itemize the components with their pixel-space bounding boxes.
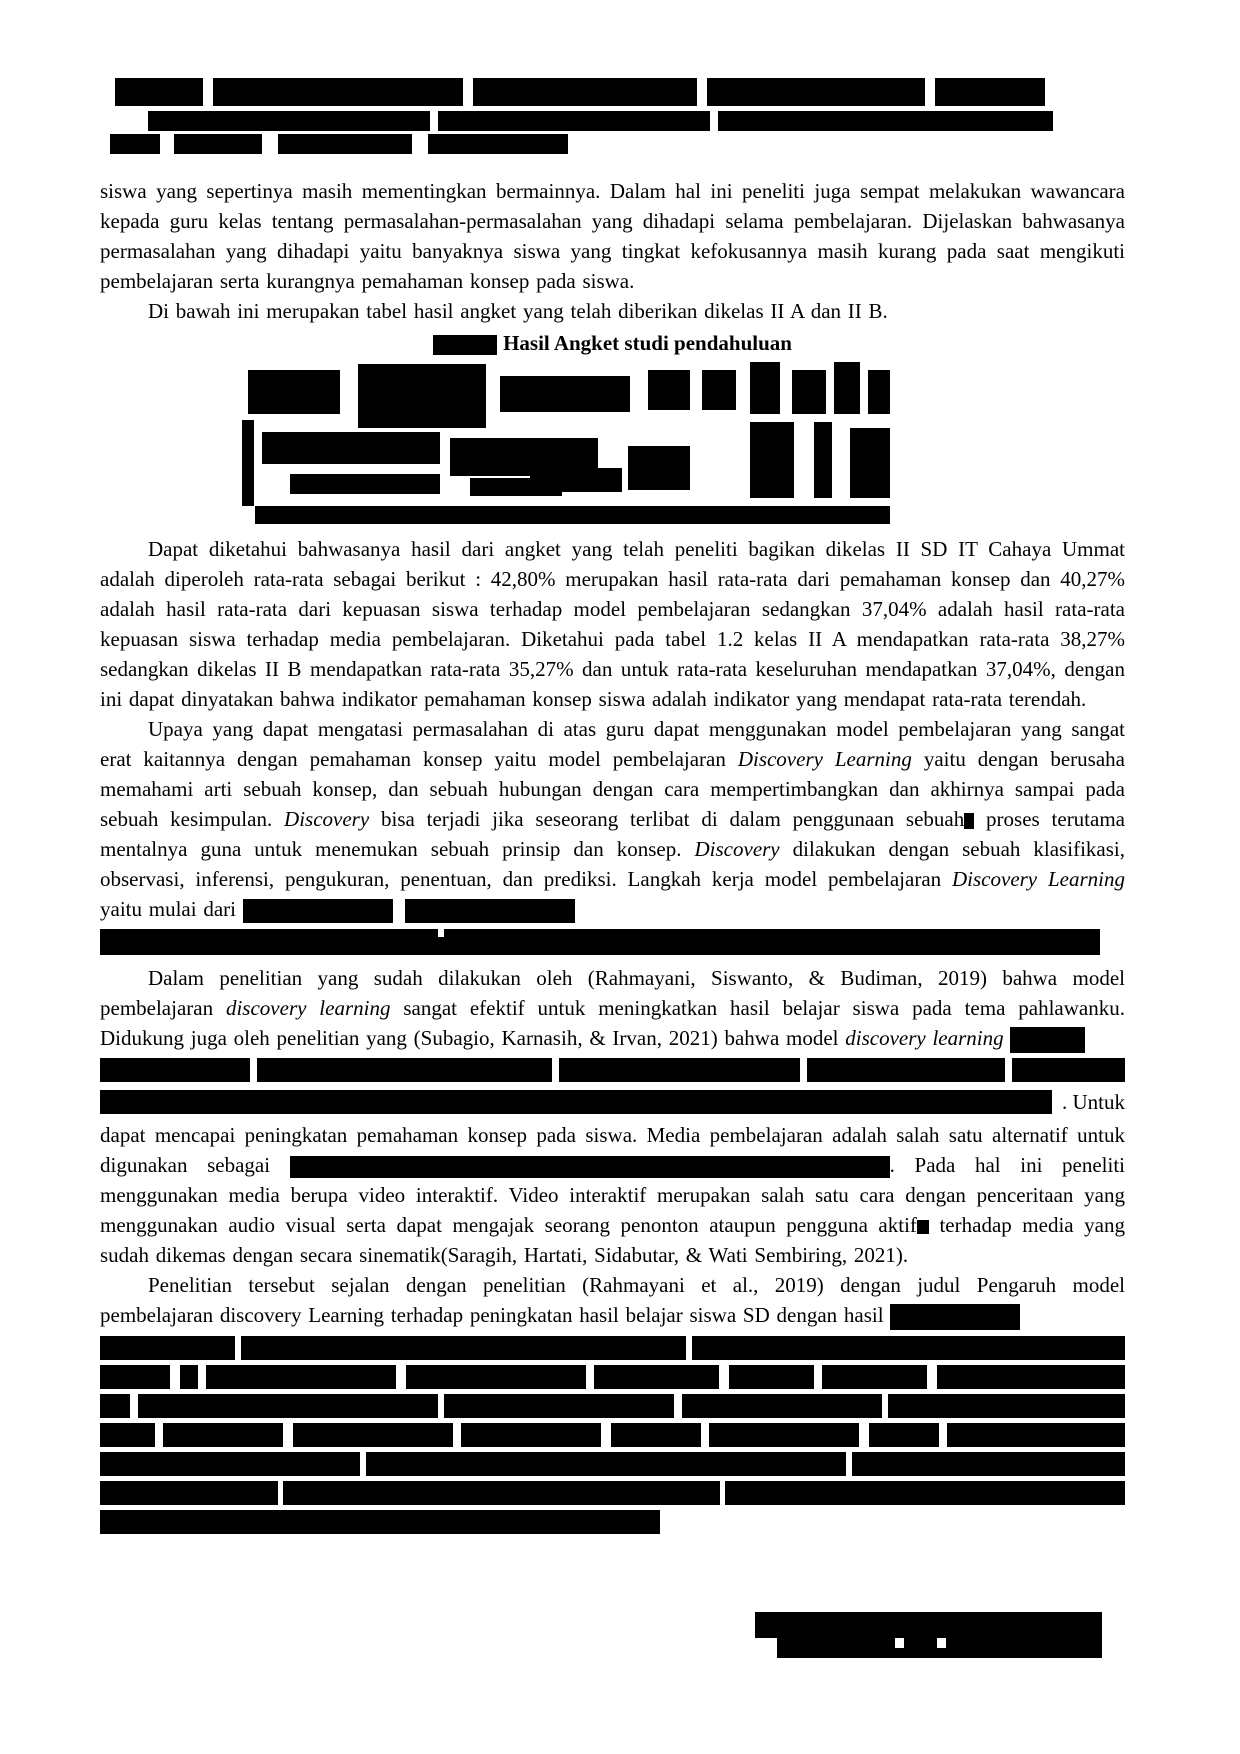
redaction-block xyxy=(262,432,440,464)
redaction-block xyxy=(594,1365,719,1389)
footer-redaction xyxy=(755,1612,1102,1658)
redaction-block xyxy=(702,370,736,410)
text-run: . Pada hal ini peneliti menggunakan media berupa video interaktif. Video interaktif merupakan salah satu cara dengan penceritaan yang menggunakan audio visual serta dapat mengajak seorang penonton ataupun pengguna aktif xyxy=(100,1153,1125,1238)
redaction-block xyxy=(174,134,262,154)
redaction-bar xyxy=(100,1394,1125,1418)
redaction-bar xyxy=(100,1336,1125,1360)
text-run-italic: discovery learning xyxy=(845,1026,1004,1050)
redaction-block xyxy=(138,1394,438,1418)
upaya-paragraph xyxy=(100,714,1125,924)
text-run: yaitu mulai dari xyxy=(100,897,243,921)
redaction-gap xyxy=(250,1058,257,1082)
redaction-block xyxy=(822,1365,927,1389)
redaction-gap xyxy=(438,929,444,937)
text-run-italic: Discovery Learning xyxy=(737,747,912,771)
table-heading: Hasil Angket studi pendahuluan xyxy=(503,331,792,355)
redaction-block xyxy=(890,1304,1020,1330)
spacer xyxy=(100,154,1125,176)
text-run: terhadap media yang sudah dikemas dengan secara sinematik(Saragih, Hartati, Sidabutar, & Wati Sembiring, 2021). xyxy=(100,1213,1125,1268)
redaction-bar xyxy=(100,1452,1125,1476)
redaction-block xyxy=(438,111,710,131)
media-paragraph xyxy=(100,1120,1125,1270)
table-heading-line xyxy=(100,328,1125,358)
redaction-block xyxy=(366,1452,846,1476)
redaction-gap xyxy=(1005,1058,1012,1082)
redacted-paragraph-block xyxy=(100,1336,1125,1534)
redaction-block xyxy=(293,1423,453,1447)
redaction-gap xyxy=(895,1638,904,1648)
redaction-block xyxy=(283,1481,720,1505)
redaction-block xyxy=(100,1365,170,1389)
redaction-bar xyxy=(100,1090,1052,1114)
redaction-block xyxy=(473,78,697,106)
text-run-italic: Discovery xyxy=(284,807,370,831)
redaction-block xyxy=(148,111,430,131)
redaction-block xyxy=(180,1365,198,1389)
redaction-block xyxy=(947,1423,1125,1447)
text-run: dapat mencapai peningkatan pemahaman konsep pada siswa. Media pembelajaran adalah salah satu alternatif untuk digunakan sebagai xyxy=(100,1123,1125,1178)
penelitian-paragraph xyxy=(100,1270,1125,1330)
redaction-block xyxy=(163,1423,283,1447)
redaction-bar xyxy=(110,134,1125,154)
redaction-block xyxy=(850,428,890,498)
text-run: sangat efektif untuk meningkatkan hasil belajar siswa pada tema pahlawanku. Didukung juga oleh penelitian yang (Subagio, Karnasih, & Irvan, 2021) bahwa model xyxy=(100,996,1125,1050)
text-run-italic: Discovery Learning xyxy=(952,867,1125,891)
redaction-block xyxy=(707,78,925,106)
text-run xyxy=(1004,1026,1011,1050)
header-redaction xyxy=(100,78,1125,154)
text-run: Penelitian tersebut sejalan dengan penelitian (Rahmayani et al., 2019) dengan judul Pengaruh model pembelajaran discovery Learning terhadap peningkatan hasil belajar siswa SD dengan hasil xyxy=(100,1273,1125,1328)
redaction-block xyxy=(750,422,794,498)
redaction-block xyxy=(428,134,568,154)
redaction-bar xyxy=(777,1638,1102,1658)
redaction-block xyxy=(100,1394,130,1418)
redaction-bar xyxy=(115,78,1125,106)
redaction-bar xyxy=(100,1481,1125,1505)
text-fragment: . Untuk xyxy=(1062,1090,1125,1115)
redaction-block xyxy=(611,1423,701,1447)
text-run: yaitu dengan berusaha memahami arti sebuah konsep, dan sebuah hubungan dengan cara mempertimbangkan dan akhirnya sampai pada sebuah kesimpulan. xyxy=(100,747,1125,831)
redaction-block xyxy=(917,1220,929,1234)
redaction-bar xyxy=(100,1423,1125,1447)
survey-paragraph: Dapat diketahui bahwasanya hasil dari angket yang telah peneliti bagikan dikelas II SD IT Cahaya Ummat adalah diperoleh rata-rata sebagai berikut : 42,80% merupakan hasil rata-rata dari pemahaman konsep dan 40,27% adalah hasil rata-rata dari kepuasan siswa terhadap model pembelajaran sedangkan 37,04% adalah hasil rata-rata kepuasan siswa terhadap media pembelajaran. Diketahui pada tabel 1.2 kelas II A mendapatkan rata-rata 38,27% sedangkan dikelas II B mendapatkan rata-rata 35,27% dan untuk rata-rata keseluruhan mendapatkan 37,04%, dengan ini dapat dinyatakan bahwa indikator pemahaman konsep siswa adalah indikator yang mendapat rata-rata terendah. xyxy=(100,537,1125,711)
redaction-block xyxy=(243,899,393,923)
redaction-block xyxy=(964,813,974,829)
redaction-block xyxy=(1010,1027,1085,1053)
dalam-paragraph xyxy=(100,963,1125,1053)
redaction-block xyxy=(255,506,890,524)
intro-paragraph: siswa yang sepertinya masih mementingkan bermainnya. Dalam hal ini peneliti juga sempat melakukan wawancara kepada guru kelas tentang permasalahan-permasalahan yang dihadapi selama pembelajaran. Dijelaskan bahwasanya permasalahan yang dihadapi yaitu banyaknya siswa yang tingkat kefokusannya masih kurang pada saat mengikuti pembelajaran serta kurangnya pemahaman konsep pada siswa. xyxy=(100,179,1125,293)
redaction-block xyxy=(718,111,1053,131)
redaction-block xyxy=(110,134,160,154)
redaction-block xyxy=(470,478,562,496)
text-run-italic: Discovery xyxy=(694,837,780,861)
redaction-block xyxy=(206,1365,396,1389)
redaction-block xyxy=(750,362,780,414)
redaction-bar xyxy=(148,111,1125,131)
redaction-block xyxy=(648,370,690,410)
redaction-block xyxy=(406,1365,586,1389)
redaction-block xyxy=(814,422,832,498)
redaction-block xyxy=(792,370,826,414)
redaction-bar xyxy=(100,929,1100,955)
text-run: proses terutama mentalnya guna untuk menemukan sebuah prinsip dan konsep. xyxy=(100,807,1125,861)
redaction-block xyxy=(869,1423,939,1447)
redaction-bar xyxy=(100,1365,1125,1389)
redaction-block xyxy=(100,1481,278,1505)
redaction-block xyxy=(405,899,575,923)
text-run: Dalam penelitian yang sudah dilakukan oleh (Rahmayani, Siswanto, & Budiman, 2019) bahwa model pembelajaran xyxy=(100,966,1125,1020)
redaction-block xyxy=(888,1394,1125,1418)
redaction-bar xyxy=(755,1612,1102,1638)
redaction-block xyxy=(834,362,860,414)
table-note: Di bawah ini merupakan tabel hasil angket yang telah diberikan dikelas II A dan II B. xyxy=(148,299,888,323)
redacted-table xyxy=(230,362,890,524)
redaction-block xyxy=(935,78,1045,106)
redaction-block xyxy=(278,134,412,154)
redaction-block xyxy=(852,1452,1125,1476)
redaction-block xyxy=(682,1394,882,1418)
redaction-block xyxy=(100,1336,235,1360)
redaction-block xyxy=(213,78,463,106)
redaction-gap xyxy=(937,1638,946,1648)
redaction-block xyxy=(461,1423,601,1447)
text-run: bisa terjadi jika seseorang terlibat di dalam penggunaan sebuah xyxy=(369,807,965,831)
redaction-block xyxy=(100,1423,155,1447)
redaction-block xyxy=(290,1156,890,1178)
text-run: dilakukan dengan sebuah klasifikasi, observasi, inferensi, pengukuran, penentuan, dan prediksi. Langkah kerja model pembelajaran xyxy=(100,837,1125,891)
redaction-block xyxy=(500,376,630,412)
redaction-block xyxy=(248,370,340,414)
redaction-block xyxy=(692,1336,1125,1360)
text-run: Upaya yang dapat mengatasi permasalahan di atas guru dapat menggunakan model pembelajaran yang sangat erat kaitannya dengan pemahaman konsep yaitu model pembelajaran xyxy=(100,717,1125,771)
redaction-gap xyxy=(800,1058,807,1082)
redaction-bar xyxy=(100,1510,1125,1534)
redaction-block xyxy=(115,78,203,106)
redaction-block xyxy=(725,1481,1125,1505)
redaction-block xyxy=(729,1365,814,1389)
redaction-block xyxy=(433,335,497,355)
redaction-gap xyxy=(552,1058,559,1082)
redacted-line-with-text xyxy=(100,1087,1125,1117)
redaction-block xyxy=(241,1336,686,1360)
redaction-block xyxy=(709,1423,859,1447)
redaction-bar xyxy=(100,1058,1125,1082)
redaction-block xyxy=(100,1452,360,1476)
redaction-block xyxy=(358,364,486,428)
redaction-block xyxy=(868,370,890,414)
redaction-block xyxy=(290,474,440,494)
text-run-italic: discovery learning xyxy=(225,996,391,1020)
redaction-block xyxy=(242,420,254,506)
redaction-block xyxy=(628,446,690,490)
redaction-block xyxy=(937,1365,1125,1389)
page-content xyxy=(100,78,1125,1658)
redaction-block xyxy=(444,1394,674,1418)
redaction-block xyxy=(100,1510,660,1534)
